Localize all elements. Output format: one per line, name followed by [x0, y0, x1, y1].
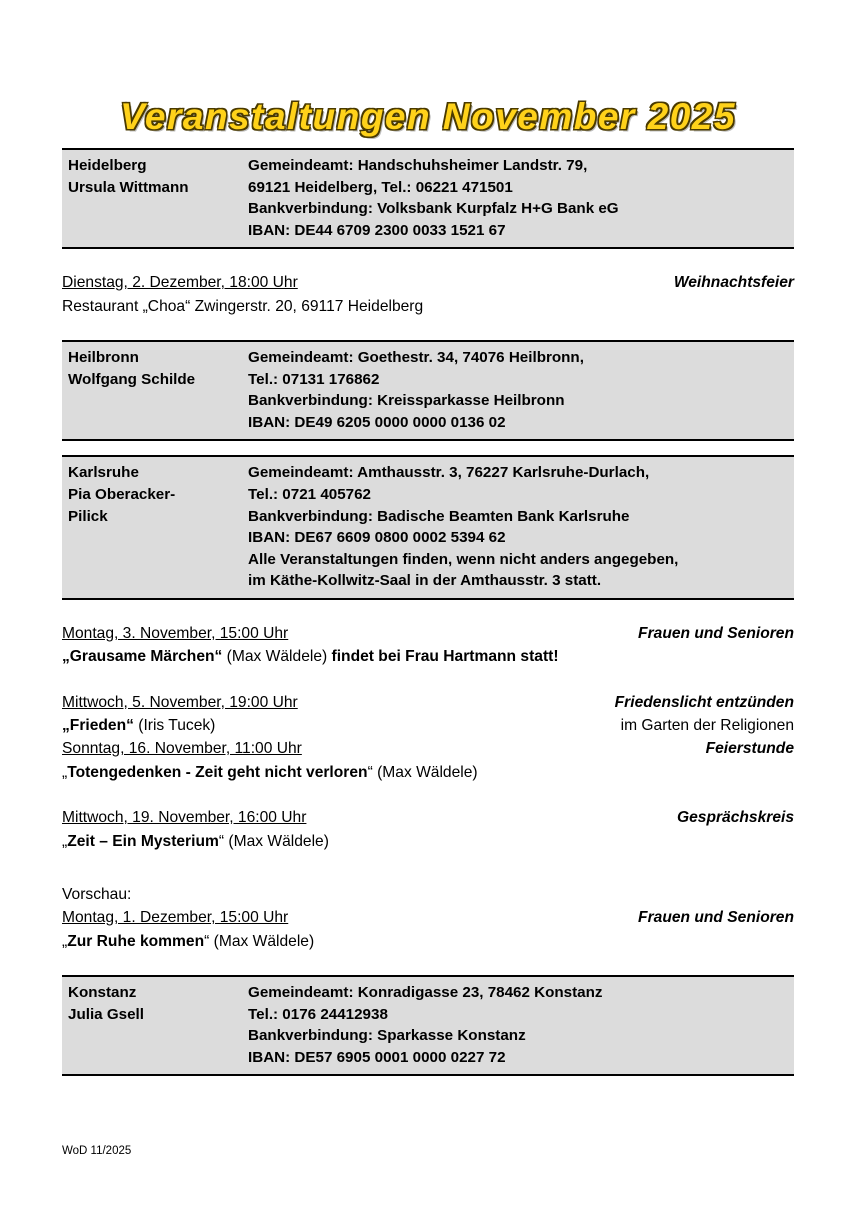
event-date: Montag, 1. Dezember, 15:00 Uhr: [62, 909, 289, 927]
parish-block-konstanz: [62, 975, 794, 1076]
event-header: [62, 622, 794, 645]
preview-label: Vorschau:: [62, 886, 132, 903]
spacer: [62, 669, 794, 691]
event-quote-open: „: [62, 832, 68, 850]
event-detail-row: [62, 714, 794, 737]
event-detail: [62, 645, 559, 668]
event-note: findet bei Frau Hartmann statt!: [331, 648, 559, 666]
event-date: Mittwoch, 19. November, 16:00 Uhr: [62, 809, 307, 827]
event-detail: Restaurant „Choa“ Zwingerstr. 20, 69117 Heidelberg: [62, 297, 424, 315]
parish-contact-konstanz: [68, 982, 248, 1068]
preview-label-row: [62, 883, 794, 906]
parish-info-line: 69121 Heidelberg, Tel.: 06221 471501: [248, 178, 513, 196]
parish-info-heidelberg: [248, 155, 788, 241]
spacer: [62, 853, 794, 883]
parish-info-line: im Käthe-Kollwitz-Saal in der Amthausstr. 3 statt.: [248, 572, 602, 590]
parish-contact-name: Pia Oberacker-: [68, 485, 176, 503]
parish-info-line: Bankverbindung: Kreissparkasse Heilbronn: [248, 392, 565, 410]
parish-contact-name-cont: Pilick: [68, 507, 108, 525]
event-karlsruhe-2: [62, 691, 794, 738]
parish-contact-name: Wolfgang Schilde: [68, 370, 196, 388]
page-title: Veranstaltungen November 2025: [120, 96, 736, 137]
event-author: (Iris Tucek): [133, 717, 216, 735]
parish-info-line: Tel.: 07131 176862: [248, 370, 380, 388]
event-title: Totengedenken - Zeit geht nicht verloren: [67, 763, 368, 781]
event-date: Dienstag, 2. Dezember, 18:00 Uhr: [62, 274, 298, 292]
parish-info-line: IBAN: DE44 6709 2300 0033 1521 67: [248, 221, 506, 239]
event-title: „Frieden“: [62, 717, 134, 735]
parish-info-line: Gemeindeamt: Goethestr. 34, 74076 Heilbronn,: [248, 349, 584, 367]
event-author: “ (Max Wäldele): [367, 763, 478, 781]
spacer: [62, 600, 794, 622]
event-title: „Grausame Märchen“: [62, 648, 223, 666]
parish-block-heilbronn: [62, 340, 794, 441]
parish-city: Heilbronn: [68, 349, 139, 367]
parish-contact-karlsruhe: [68, 462, 248, 591]
event-kind: Feierstunde: [705, 740, 794, 758]
event-date: Montag, 3. November, 15:00 Uhr: [62, 624, 289, 642]
parish-info-line: IBAN: DE67 6609 0800 0002 5394 62: [248, 529, 506, 547]
parish-block-heidelberg: [62, 148, 794, 249]
parish-block-karlsruhe: [62, 455, 794, 599]
parish-info-line: Bankverbindung: Sparkasse Konstanz: [248, 1027, 526, 1045]
event-detail: [62, 830, 329, 853]
event-header: [62, 806, 794, 829]
parish-info-heilbronn: [248, 347, 788, 433]
parish-info-karlsruhe: [248, 462, 788, 591]
event-header: [62, 737, 794, 760]
parish-info-line: Alle Veranstaltungen finden, wenn nicht anders angegeben,: [248, 550, 679, 568]
parish-city: Karlsruhe: [68, 464, 139, 482]
event-kind: Weihnachtsfeier: [673, 274, 794, 292]
event-detail: [62, 930, 314, 953]
event-heidelberg-1: [62, 271, 794, 318]
parish-info-line: Gemeindeamt: Handschuhsheimer Landstr. 79,: [248, 157, 588, 174]
parish-info-line: Tel.: 0176 24412938: [248, 1005, 388, 1023]
event-kind: Frauen und Senioren: [638, 909, 794, 927]
event-detail-row: [62, 761, 794, 784]
event-title: Zur Ruhe kommen: [67, 932, 205, 950]
parish-info-line: Bankverbindung: Badische Beamten Bank Karlsruhe: [248, 507, 630, 525]
spacer: [62, 953, 794, 975]
event-quote-open: „: [62, 932, 68, 950]
parish-city: Konstanz: [68, 984, 137, 1002]
event-karlsruhe-4: [62, 806, 794, 853]
event-author: (Max Wäldele): [222, 648, 332, 666]
event-detail-row: [62, 830, 794, 853]
parish-city: Heidelberg: [68, 157, 147, 174]
parish-info-line: Gemeindeamt: Konradigasse 23, 78462 Konstanz: [248, 984, 603, 1002]
event-detail: [62, 714, 215, 737]
spacer: [62, 441, 794, 455]
footer-text: WoD 11/2025: [62, 1145, 132, 1157]
event-karlsruhe-preview: [62, 883, 794, 953]
event-detail-row: [62, 930, 794, 953]
parish-info-konstanz: [248, 982, 788, 1068]
event-detail: [62, 761, 478, 784]
event-detail-row: [62, 645, 794, 668]
event-header: [62, 271, 794, 294]
parish-contact-name: Ursula Wittmann: [68, 178, 189, 196]
spacer: [62, 249, 794, 271]
event-author: “ (Max Wäldele): [218, 832, 329, 850]
parish-info-line: IBAN: DE49 6205 0000 0000 0136 02: [248, 413, 506, 431]
event-header: [62, 691, 794, 714]
parish-info-line: Bankverbindung: Volksbank Kurpfalz H+G Bank eG: [248, 200, 619, 218]
event-quote-open: „: [62, 763, 68, 781]
event-detail-row: [62, 295, 794, 318]
event-karlsruhe-3: [62, 737, 794, 784]
parish-contact-name: Julia Gsell: [68, 1005, 144, 1023]
spacer: [62, 784, 794, 806]
event-kind: Friedenslicht entzünden: [614, 693, 794, 711]
event-date: Mittwoch, 5. November, 19:00 Uhr: [62, 693, 298, 711]
event-kind: Frauen und Senioren: [638, 624, 794, 642]
event-header: [62, 906, 794, 929]
parish-contact-heidelberg: [68, 155, 248, 241]
event-author: “ (Max Wäldele): [204, 932, 315, 950]
spacer: [62, 318, 794, 340]
parish-info-line: Gemeindeamt: Amthausstr. 3, 76227 Karlsruhe-Durlach,: [248, 464, 650, 482]
event-karlsruhe-1: [62, 622, 794, 669]
parish-contact-heilbronn: [68, 347, 248, 433]
parish-info-line: IBAN: DE57 6905 0001 0000 0227 72: [248, 1048, 506, 1066]
event-kind: Gesprächskreis: [676, 809, 794, 827]
event-location: im Garten der Religionen: [620, 717, 794, 735]
event-title: Zeit – Ein Mysterium: [67, 832, 219, 850]
parish-info-line: Tel.: 0721 405762: [248, 485, 371, 503]
event-date: Sonntag, 16. November, 11:00 Uhr: [62, 740, 302, 758]
